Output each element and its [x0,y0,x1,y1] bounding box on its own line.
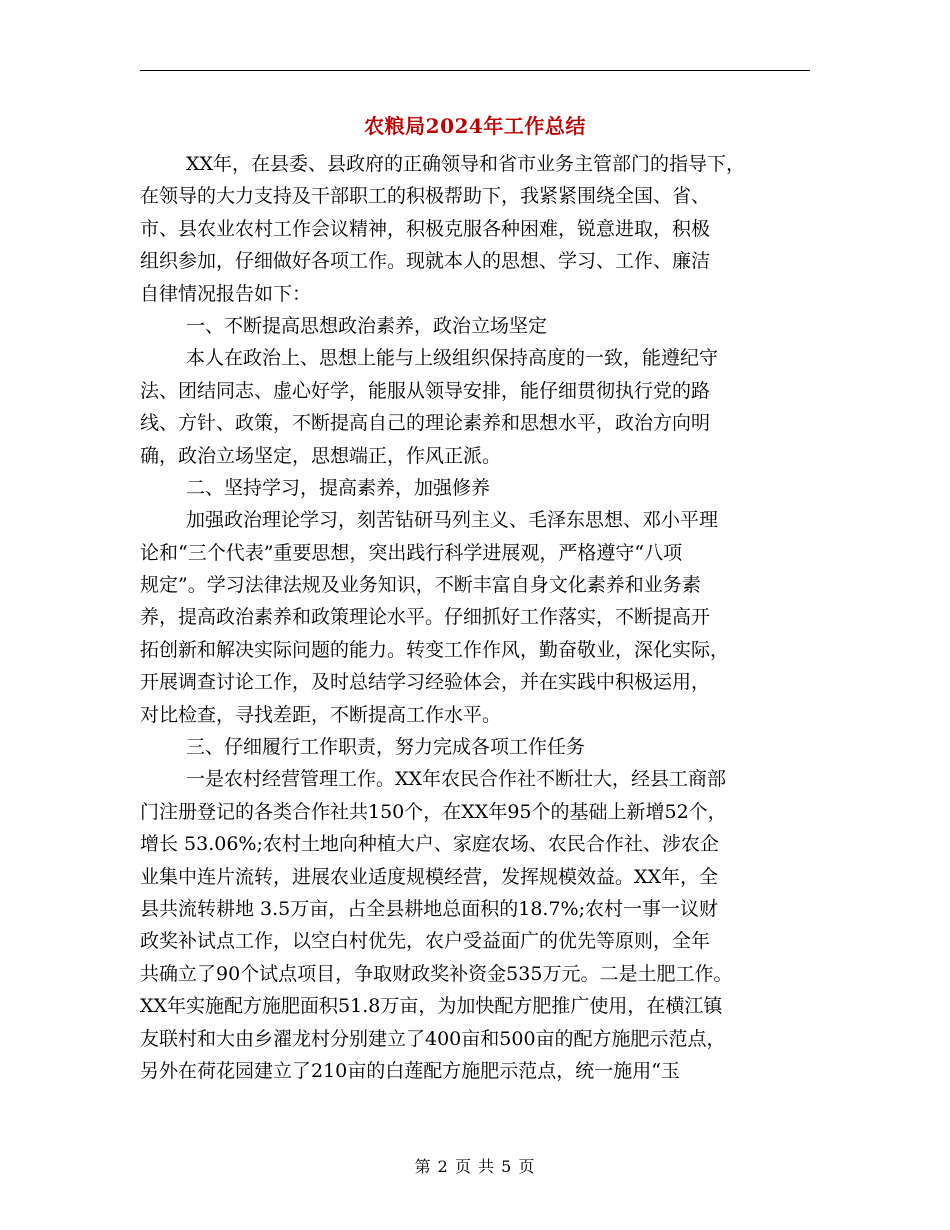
paragraph-line: 论和“三个代表”重要思想，突出践行科学进展观，严格遵守“八项 [140,541,683,564]
paragraph-line: 本人在政治上、思想上能与上级组织保持高度的一致，能遵纪守 [186,347,719,370]
paragraph-line: 确，政治立场坚定，思想端正，作风正派。 [140,444,502,467]
paragraph-line: 自律情况报告如下： [140,282,312,305]
paragraph-line: 加强政治理论学习，刻苦钻研马列主义、毛泽东思想、邓小平理 [186,509,719,532]
section-heading: 一、不断提高思想政治素养，政治立场坚定 [186,314,548,337]
paragraph-line: 法、团结同志、虚心好学，能服从领导安排，能仔细贯彻执行党的路 [140,379,711,402]
paragraph-line: 县共流转耕地 3.5万亩，占全县耕地总面积的18.7%;农村一事一议财 [140,897,719,920]
page-number-footer: 第 2 页 共 5 页 [414,1157,536,1176]
paragraph-line: 开展调查讨论工作，及时总结学习经验体会，并在实践中积极运用， [140,671,711,694]
paragraph-line: 一是农村经营管理工作。XX年农民合作社不断壮大，经县工商部 [186,768,727,791]
document-title: 农粮局2024年工作总结 [364,114,586,138]
paragraph-line: 另外在荷花园建立了210亩的白莲配方施肥示范点，统一施用“玉 [140,1059,680,1082]
paragraph-line: 规定”。学习法律法规及业务知识，不断丰富自身文化素养和业务素 [140,574,701,597]
paragraph-line: XX年，在县委、县政府的正确领导和省市业务主管部门的指导下， [186,153,746,175]
paragraph-line: 在领导的大力支持及干部职工的积极帮助下，我紧紧围绕全国、省、 [140,185,711,208]
section-heading: 二、坚持学习，提高素养，加强修养 [186,476,491,499]
paragraph-line: 对比检查，寻找差距，不断提高工作水平。 [140,703,502,726]
header-rule [140,70,810,71]
paragraph-line: 市、县农业农村工作会议精神，积极克服各种困难，锐意进取，积极 [140,217,711,240]
paragraph-line: 线、方针、政策，不断提高自己的理论素养和思想水平，政治方向明 [140,412,711,435]
paragraph-line: 友联村和大由乡濯龙村分别建立了400亩和500亩的配方施肥示范点， [140,1027,726,1050]
paragraph-line: XX年实施配方施肥面积51.8万亩，为加快配方肥推广使用，在横江镇 [140,995,723,1018]
paragraph-line: 养，提高政治素养和政策理论水平。仔细抓好工作落实，不断提高开 [140,606,711,629]
document-body [140,148,810,1087]
paragraph-line: 拓创新和解决实际问题的能力。转变工作作风，勤奋敬业，深化实际， [140,638,730,661]
section-heading: 三、仔细履行工作职责，努力完成各项工作任务 [186,736,586,759]
paragraph-line: 政奖补试点工作，以空白村优先，农户受益面广的优先等原则，全年 [140,930,711,953]
paragraph-line: 门注册登记的各类合作社共150个，在XX年95个的基础上新增52个， [140,800,727,823]
paragraph-line: 业集中连片流转，进展农业适度规模经营，发挥规模效益。XX年，全 [140,865,719,888]
paragraph-line: 组织参加，仔细做好各项工作。现就本人的思想、学习、工作、廉洁 [140,250,711,273]
paragraph-line: 共确立了90个试点项目，争取财政奖补资金535万元。二是土肥工作。 [140,962,733,985]
paragraph-line: 增长 53.06%;农村土地向种植大户、家庭农场、农民合作社、涉农企 [140,833,719,856]
